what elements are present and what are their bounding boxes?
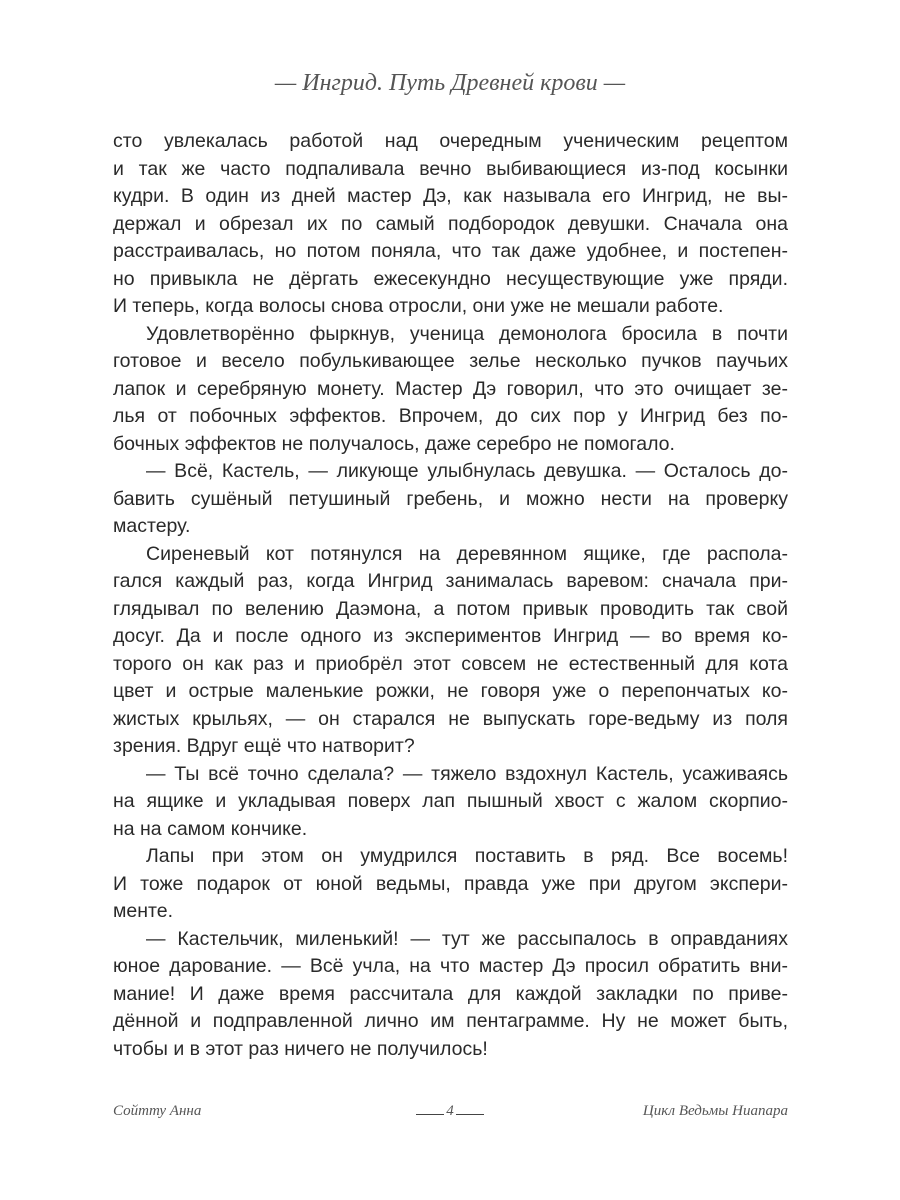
text-line: Сиреневый кот потянулся на деревянном ящике, где распола- xyxy=(146,542,788,565)
text-line: торого он как раз и приобрёл этот совсем не естественный для кота xyxy=(113,652,788,675)
paragraph xyxy=(113,321,788,459)
text-line: готовое и весело побулькивающее зелье несколько пучков паучьих xyxy=(113,350,788,372)
text-line: на на самом кончике. xyxy=(113,817,308,840)
text-line: — Кастельчик, миленький! — тут же рассыпалось в оправданиях xyxy=(146,927,788,950)
text-line: кудри. В один из дней мастер Дэ, как называла его Ингрид, не вы- xyxy=(113,185,788,207)
text-line: глядывал по велению Даэмона, а потом привык проводить так свой xyxy=(113,597,788,620)
paragraph xyxy=(113,926,788,1064)
text-line: Удовлетворённо фыркнув, ученица демонолога бросила в почти xyxy=(146,322,788,345)
text-line: гался каждый раз, когда Ингрид занималась варевом: сначала при- xyxy=(113,570,788,592)
body-text xyxy=(113,128,788,1063)
page-number-rule-right xyxy=(456,1114,484,1115)
text-line: зрения. Вдруг ещё что натворит? xyxy=(113,735,415,757)
footer-series-title: Цикл Ведьмы Ниапара xyxy=(642,1103,788,1119)
text-line: цвет и острые маленькие рожки, не говоря уже о перепончатых ко- xyxy=(113,680,788,702)
text-line: жистых крыльях, — он старался не выпускать горе-ведьму из поля xyxy=(113,707,788,730)
text-line: расстраивалась, но потом поняла, что так даже удобнее, и постепен- xyxy=(113,240,788,262)
text-line: держал и обрезал их по самый подбородок девушки. Сначала она xyxy=(113,212,788,235)
page-footer xyxy=(0,1103,900,1133)
text-line: сто увлекалась работой над очередным ученическим рецептом xyxy=(113,130,788,152)
footer-author: Сойтту Анна xyxy=(113,1103,202,1119)
page-number: 4 xyxy=(446,1103,454,1119)
text-line: лья от побочных эффектов. Впрочем, до сих пор у Ингрид без по- xyxy=(113,405,788,427)
text-line: на ящике и укладывая поверх лап пышный хвост с жалом скорпио- xyxy=(113,790,788,812)
text-line: юное дарование. — Всё учла, на что мастер Дэ просил обратить вни- xyxy=(113,955,788,977)
text-line: бавить сушёный петушиный гребень, и можно нести на проверку xyxy=(113,487,788,510)
text-line: — Всё, Кастель, — ликующе улыбнулась девушка. — Осталось до- xyxy=(146,460,788,482)
text-line: И теперь, когда волосы снова отросли, они уже не мешали работе. xyxy=(113,295,724,317)
text-line: мание! И даже время рассчитала для каждой закладки по приве- xyxy=(113,982,788,1005)
text-line: И тоже подарок от юной ведьмы, правда уже при другом экспери- xyxy=(113,872,788,895)
text-line: бочных эффектов не получалось, даже серебро не помогало. xyxy=(113,432,675,455)
paragraph xyxy=(113,128,788,321)
text-line: но привыкла не дёргать ежесекундно несуществующие уже пряди. xyxy=(113,267,788,290)
text-line: лапок и серебряную монету. Мастер Дэ говорил, что это очищает зе- xyxy=(113,377,788,400)
text-line: — Ты всё точно сделала? — тяжело вздохнул Кастель, усаживаясь xyxy=(146,762,788,785)
text-line: дённой и подправленной лично им пентаграмме. Ну не может быть, xyxy=(113,1010,788,1032)
text-line: мастеру. xyxy=(113,515,191,537)
text-line: менте. xyxy=(113,900,173,922)
paragraph xyxy=(113,761,788,844)
text-line: чтобы и в этот раз ничего не получилось! xyxy=(113,1037,488,1060)
paragraph xyxy=(113,843,788,926)
text-line: Лапы при этом он умудрился поставить в ряд. Все восемь! xyxy=(146,845,788,867)
paragraph xyxy=(113,458,788,541)
page-number-rule-left xyxy=(416,1114,444,1115)
running-head-title: — Ингрид. Путь Древней крови — xyxy=(274,70,626,96)
paragraph xyxy=(113,541,788,761)
text-line: и так же часто подпаливала вечно выбивающиеся из-под косынки xyxy=(113,157,788,180)
text-line: досуг. Да и после одного из экспериментов Ингрид — во время ко- xyxy=(113,625,788,647)
